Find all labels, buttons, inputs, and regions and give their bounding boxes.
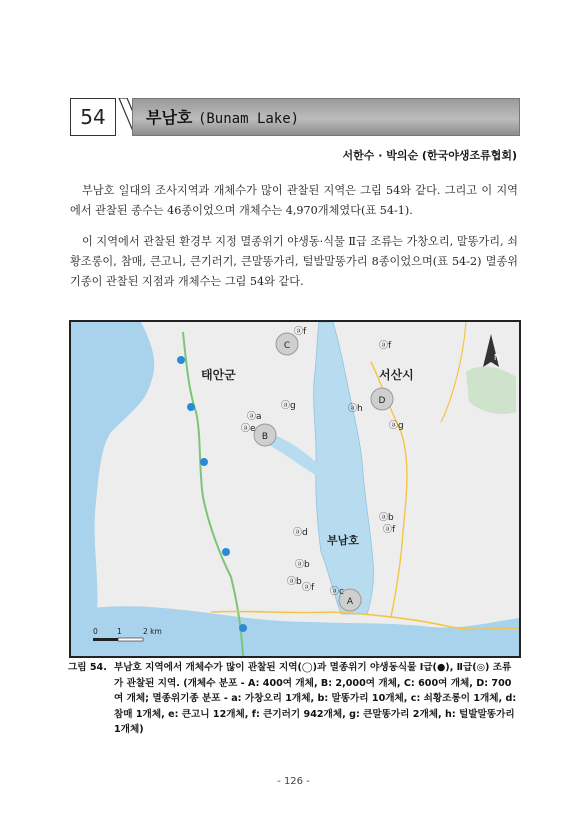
svg-text:0: 0 [93, 627, 98, 636]
point-h: ⓐh [348, 404, 363, 414]
obs-circle-d [371, 388, 393, 410]
point-d: ⓐd [293, 528, 308, 538]
point-g-east: ⓐg [389, 421, 404, 431]
point-a: ⓐa [247, 412, 262, 422]
svg-text:2 km: 2 km [143, 627, 162, 636]
authors: 서한수 · 박의순 (한국야생조류협회) [342, 149, 517, 162]
caption-label: 그림 54. [68, 662, 107, 673]
page-number: - 126 - [277, 776, 310, 787]
point-b-east: ⓐb [379, 513, 394, 523]
point-c: ⓐc [330, 587, 344, 597]
label-bunam-lake: 부남호 [327, 534, 359, 547]
obs-circle-b [254, 424, 276, 446]
section-number: 54 [70, 98, 116, 136]
svg-text:D: D [378, 396, 386, 406]
label-taean: 태안군 [201, 368, 236, 382]
figure-caption [68, 660, 520, 738]
svg-text:B: B [261, 432, 269, 442]
svg-text:N: N [494, 353, 500, 362]
survey-map [69, 320, 521, 658]
section-header [70, 98, 518, 136]
point-f-east: ⓐf [383, 525, 396, 535]
point-b-southwest: ⓐb [287, 577, 302, 587]
paragraph-1: 부남호 일대의 조사지역과 개체수가 많이 관찰된 지역은 그림 54와 같다. 그리고 이 지역에서 관찰된 종수는 46종이었으며 개체수는 4,970개체였다(표 54-1). [70, 184, 518, 217]
section-title-ko: 부남호 [146, 108, 193, 127]
map-canvas [71, 322, 519, 656]
label-seosan: 서산시 [379, 368, 414, 382]
point-g-west: ⓐg [281, 401, 296, 411]
svg-text:1: 1 [117, 627, 122, 636]
section-title-en: (Bunam Lake) [197, 111, 300, 127]
point-f-south: ⓐf [302, 583, 315, 593]
section-title [146, 105, 299, 128]
paragraph-2: 이 지역에서 관찰된 환경부 지정 멸종위기 야생동·식물 Ⅱ급 조류는 가창오리, 말똥가리, 쇠황조롱이, 참매, 큰고니, 큰기러기, 큰말똥가리, 털발말똥가리 8종이었으며(표 54-2) 멸종위기종이 관찰된 지점과 개체수는 그림 54와 같다. [70, 235, 518, 288]
caption-text: 부남호 지역에서 개체수가 많이 관찰된 지역(◯)과 멸종위기 야생동식물 Ⅰ급(●), Ⅱ급(◎) 조류가 관찰된 지역. (개체수 분포 - A: 400여 개체, B: 2,000여 개체, C: 600여 개체, D: 700여 개체; 멸종위기종 분포 - a: 가창오리 1개체, b: 말똥가리 10개체, c: 쇠황조롱이 1개체, d: 참매 1개체, e: 큰고니 12개체, f: 큰기러기 942개체, g: 큰말똥가리 2개체, h: 털발말똥가리 1개체) [114, 662, 517, 735]
point-e: ⓐe [241, 424, 256, 434]
point-b-south: ⓐb [295, 560, 310, 570]
point-f-north: ⓐf [294, 327, 307, 337]
point-f-northeast: ⓐf [379, 341, 392, 351]
svg-text:C: C [283, 341, 291, 351]
svg-text:A: A [346, 597, 354, 607]
